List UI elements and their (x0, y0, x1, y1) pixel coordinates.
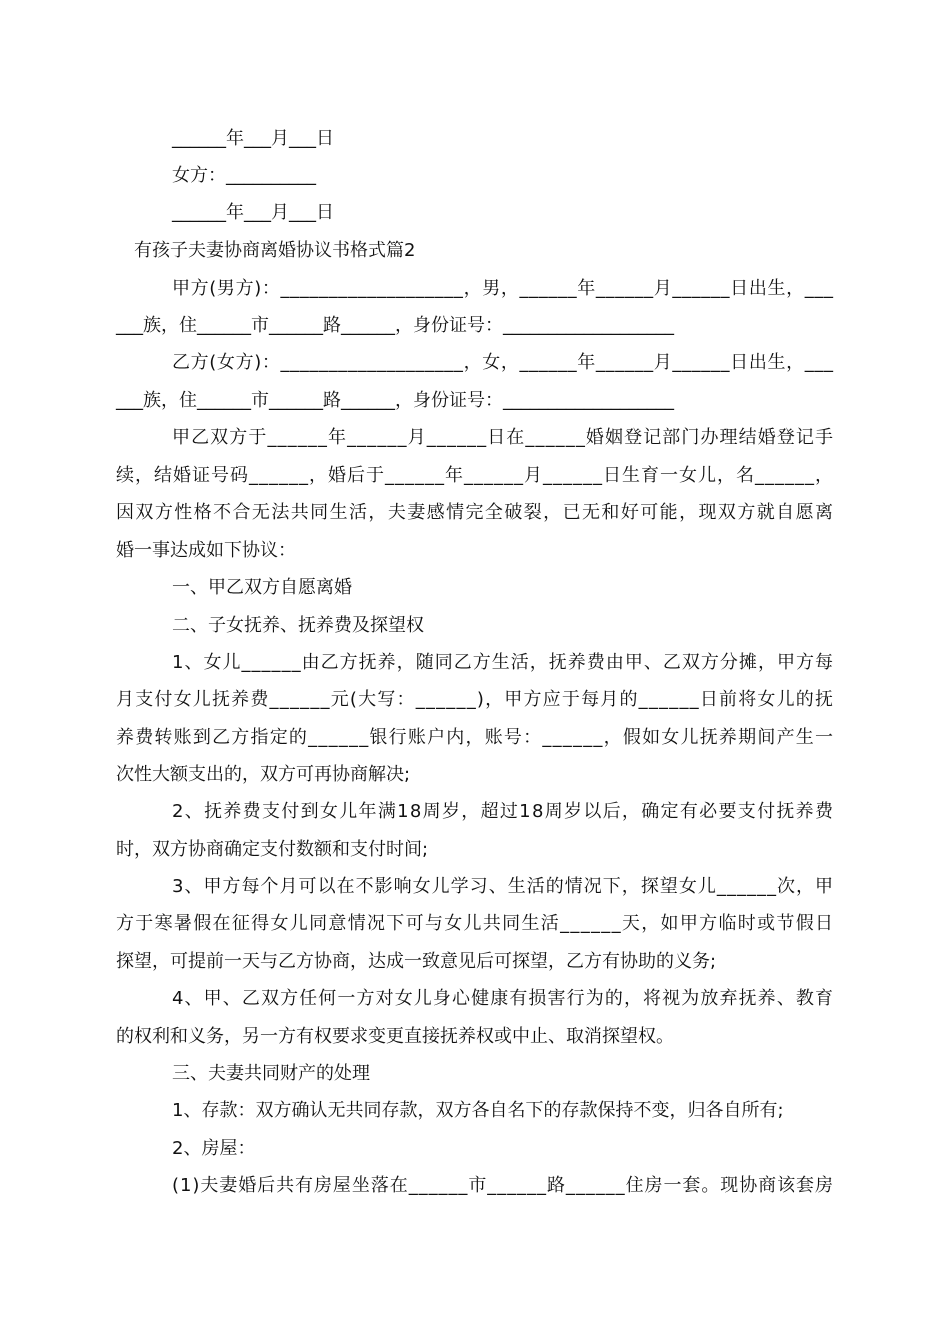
custody-item-1-line-1: 1、女儿______由乙方抚养，随同乙方生活，抚养费由甲、乙双方分摊，甲方每 (172, 652, 835, 673)
custody-item-2-line-1: 2、抚养费支付到女儿年满18周岁，超过18周岁以后，确定有必要支付抚养费 (172, 801, 835, 822)
custody-item-3-line-2: 方于寒暑假在征得女儿同意情况下可与女儿共同生活______天，如甲方临时或节假日 (116, 913, 835, 934)
custody-item-3-line-1: 3、甲方每个月可以在不影响女儿学习、生活的情况下，探望女儿______次，甲 (172, 876, 835, 897)
custody-item-2-line-2: 时，双方协商确定支付数额和支付时间; (116, 839, 429, 860)
custody-item-4-line-1: 4、甲、乙双方任何一方对女儿身心健康有损害行为的，将视为放弃抚养、教育 (172, 988, 835, 1009)
date-line-1: ______年___月___日 (172, 128, 334, 149)
party-b-line-1: 乙方(女方)：___________________，女，______年______月______日出生，___ (172, 352, 834, 373)
party-a-line-1: 甲方(男方)：___________________，男，______年______月______日出生，___ (172, 278, 834, 299)
intro-paragraph-line-3: 因双方性格不合无法共同生活，夫妻感情完全破裂，已无和好可能，现双方就自愿离 (116, 502, 835, 523)
property-item-2: 2、房屋： (172, 1138, 256, 1159)
custody-item-3-line-3: 探望，可提前一天与乙方协商，达成一致意见后可探望，乙方有协助的义务; (116, 951, 717, 972)
intro-paragraph-line-2: 续，结婚证号码______，婚后于______年______月______日生育一女儿，名______， (116, 465, 834, 486)
custody-item-1-line-3: 养费转账到乙方指定的______银行账户内，账号：______，假如女儿抚养期间产生一 (116, 727, 835, 748)
intro-paragraph-line-1: 甲乙双方于______年______月______日在______婚姻登记部门办理结婚登记手 (172, 427, 835, 448)
female-party-signature-line: 女方：__________ (172, 165, 316, 186)
section-title: 有孩子夫妻协商离婚协议书格式篇2 (134, 240, 416, 261)
property-item-2-sub-1: (1)夫妻婚后共有房屋坐落在______市______路______住房一套。现协商该套房 (172, 1175, 834, 1196)
party-b-line-2: ___族，住______市______路______，身份证号：___________________ (116, 390, 674, 411)
date-line-2: ______年___月___日 (172, 202, 334, 223)
clause-heading-1: 一、甲乙双方自愿离婚 (172, 577, 352, 598)
property-item-1: 1、存款：双方确认无共同存款，双方各自名下的存款保持不变，归各自所有; (172, 1100, 784, 1121)
clause-heading-2: 二、子女抚养、抚养费及探望权 (172, 615, 424, 636)
intro-paragraph-line-4: 婚一事达成如下协议： (116, 540, 296, 561)
clause-heading-3: 三、夫妻共同财产的处理 (172, 1063, 370, 1084)
custody-item-4-line-2: 的权利和义务，另一方有权要求变更直接抚养权或中止、取消探望权。 (116, 1026, 674, 1047)
custody-item-1-line-4: 次性大额支出的，双方可再协商解决; (116, 764, 411, 785)
party-a-line-2: ___族，住______市______路______，身份证号：___________________ (116, 315, 674, 336)
custody-item-1-line-2: 月支付女儿抚养费______元(大写：______)，甲方应于每月的______日前将女儿的抚 (116, 689, 835, 710)
